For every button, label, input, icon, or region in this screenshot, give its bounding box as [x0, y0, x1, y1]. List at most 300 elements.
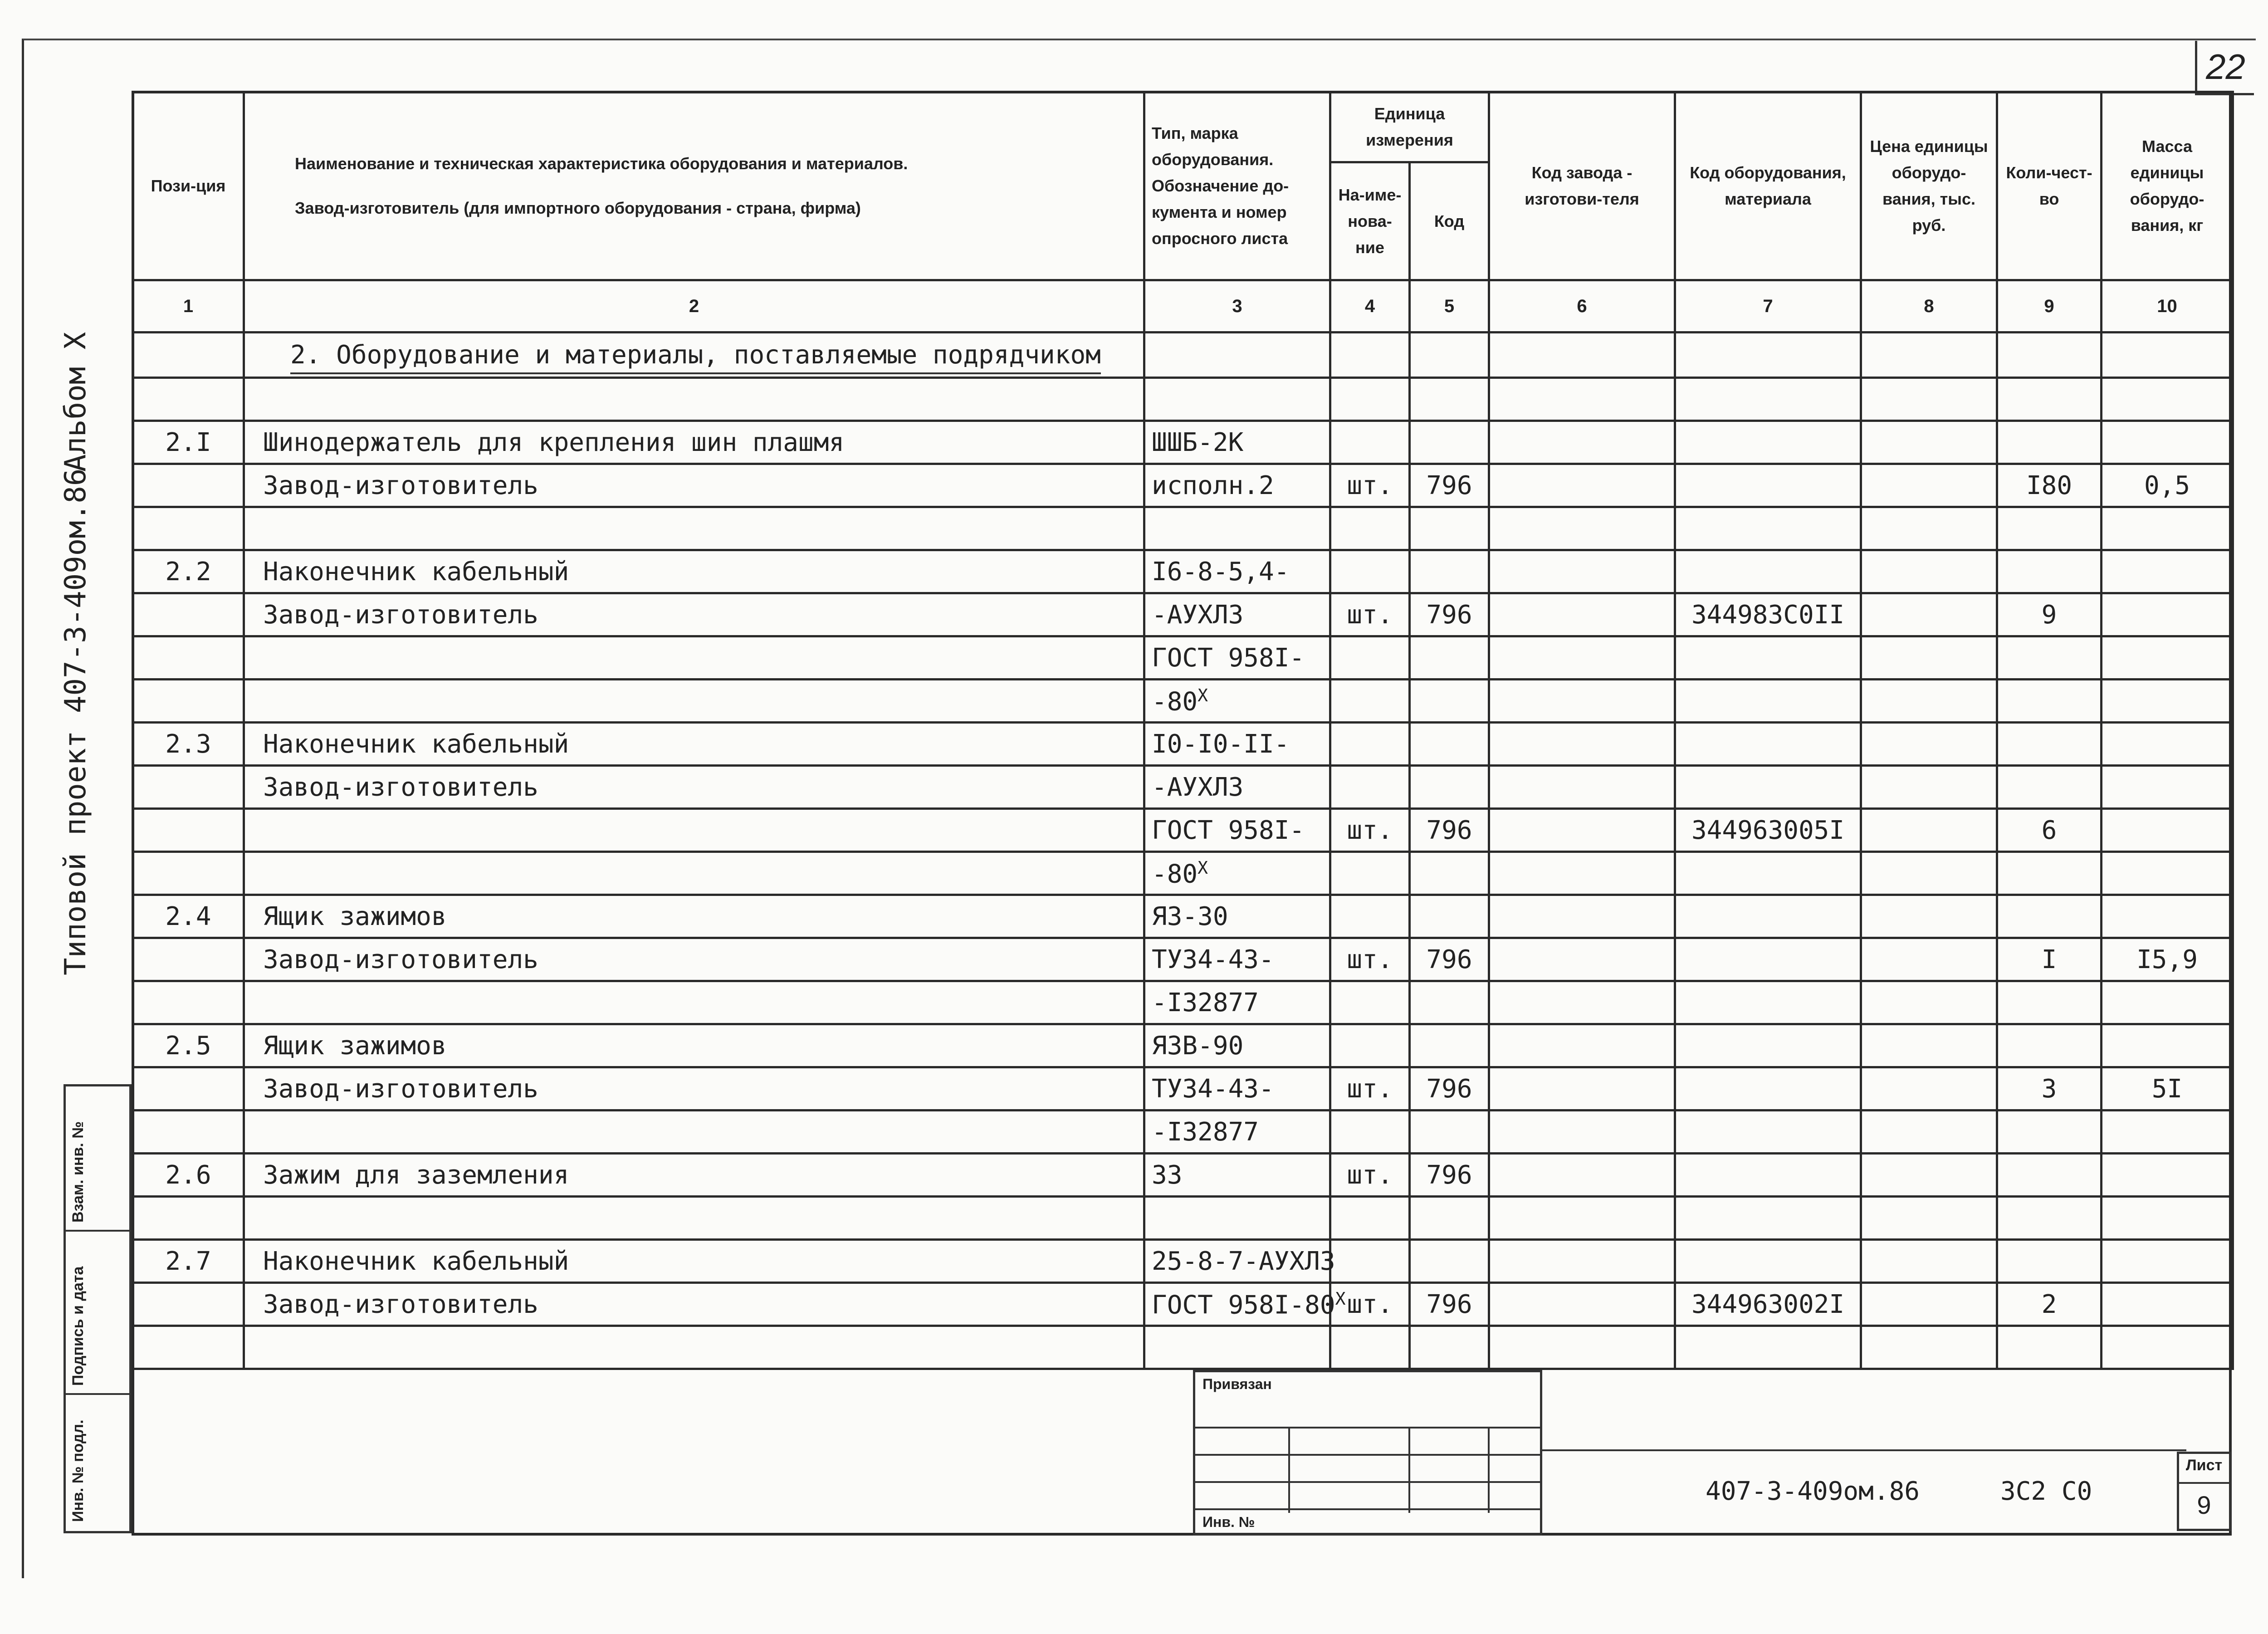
row-quantity	[1997, 1197, 2102, 1240]
row-unit-code	[1410, 680, 1489, 723]
row-item-code	[1675, 1111, 1861, 1154]
table-row	[133, 464, 2233, 507]
row-item-code	[1675, 593, 1861, 636]
row-unit-code	[1410, 809, 1489, 852]
row-unit-code	[1410, 550, 1489, 593]
row-type-text: исполн.2	[1152, 470, 1274, 500]
table-row	[133, 1024, 2233, 1067]
col-num: 2	[244, 280, 1144, 333]
row-type	[1144, 809, 1330, 852]
row-mass	[2102, 550, 2233, 593]
row-mass	[2102, 938, 2233, 981]
col-num: 6	[1489, 280, 1675, 333]
col-num: 3	[1144, 280, 1330, 333]
col-num: 5	[1410, 280, 1489, 333]
row-quantity	[1997, 464, 2102, 507]
table-row	[133, 852, 2233, 895]
section-title-cell	[244, 333, 1144, 378]
row-type	[1144, 1240, 1335, 1283]
row-quantity	[1997, 550, 2102, 593]
row-unit-code	[1410, 1154, 1489, 1197]
header-row-1	[133, 92, 2233, 162]
section-title-row	[133, 333, 2233, 378]
row-item-code	[1675, 895, 1861, 938]
row-quantity	[1997, 1283, 2102, 1326]
row-item-code	[1675, 550, 1861, 593]
row-mass	[2102, 464, 2233, 507]
row-plant-code	[1489, 1154, 1675, 1197]
row-quantity	[1997, 723, 2102, 766]
row-price	[1861, 464, 1997, 507]
row-unit-code	[1410, 1024, 1489, 1067]
row-type	[1144, 378, 1330, 421]
row-name-text: Завод-изготовитель	[263, 944, 538, 974]
row-name-text: Наконечник кабельный	[263, 729, 569, 759]
project-label: Типовой проект 407-3-409ом.86	[59, 468, 93, 975]
header-name	[244, 92, 1144, 280]
row-plant-code	[1489, 766, 1675, 809]
row-unit	[1330, 723, 1410, 766]
row-plant-code	[1489, 1197, 1675, 1240]
row-unit-code	[1410, 1283, 1489, 1326]
row-position-text: 2.6	[165, 1160, 211, 1190]
row-unit-code-text: 796	[1426, 1160, 1472, 1190]
row-quantity	[1997, 1111, 2102, 1154]
row-position-text: 2.I	[165, 427, 211, 457]
row-plant-code	[1489, 1111, 1675, 1154]
row-quantity-text: 6	[2041, 815, 2057, 845]
row-type-text: ГОСТ 958I-80	[1152, 1290, 1335, 1320]
row-unit-code	[1410, 895, 1489, 938]
sheet-value: 9	[2197, 1491, 2211, 1519]
row-price	[1861, 593, 1997, 636]
row-name-text: Шинодержатель для крепления шин плашмя	[263, 427, 845, 457]
row-type-text: I6-8-5,4-	[1152, 557, 1290, 587]
row-position	[133, 680, 244, 723]
row-position	[133, 766, 244, 809]
row-plant-code	[1489, 1283, 1675, 1326]
row-unit	[1330, 1024, 1410, 1067]
side-cell-signature	[66, 1232, 129, 1395]
superscript-mark: Х	[1335, 1288, 1346, 1309]
row-item-code	[1675, 507, 1861, 550]
row-plant-code	[1489, 723, 1675, 766]
row-unit	[1330, 421, 1410, 464]
row-name	[244, 550, 1144, 593]
row-unit	[1330, 809, 1410, 852]
row-unit	[1330, 1240, 1410, 1283]
row-mass	[2102, 593, 2233, 636]
side-cell-original	[66, 1395, 129, 1531]
row-position	[133, 421, 244, 464]
row-unit	[1330, 1111, 1410, 1154]
row-type-text: -АУХЛ3	[1152, 600, 1244, 630]
row-type	[1144, 593, 1330, 636]
row-mass	[2102, 895, 2233, 938]
row-type-text: -АУХЛ3	[1152, 772, 1244, 802]
row-unit-code	[1410, 938, 1489, 981]
section-title: 2. Оборудование и материалы, поставляемые подрядчиком	[290, 340, 1101, 374]
sheet-box	[2177, 1452, 2231, 1531]
row-type	[1144, 852, 1330, 895]
row-mass-text: 5I	[2151, 1074, 2183, 1104]
header-item-code: Код оборудования, материала	[1675, 92, 1861, 280]
row-quantity-text: I80	[2026, 470, 2072, 500]
table-row	[133, 1154, 2233, 1197]
sheet-label: Лист	[2179, 1457, 2229, 1484]
row-unit-code	[1410, 981, 1489, 1024]
row-position	[133, 1326, 244, 1369]
row-unit-code	[1410, 507, 1489, 550]
row-quantity	[1997, 766, 2102, 809]
table-row	[133, 550, 2233, 593]
row-unit	[1330, 550, 1410, 593]
table-row	[133, 809, 2233, 852]
row-unit-code-text: 796	[1426, 944, 1472, 974]
row-quantity-text: 3	[2041, 1074, 2057, 1104]
superscript-mark: Х	[1198, 685, 1208, 705]
header-price: Цена единицы оборудо-вания, тыс. руб.	[1861, 92, 1997, 280]
row-type-text: 33	[1152, 1160, 1183, 1190]
row-position	[133, 550, 244, 593]
row-item-code	[1675, 723, 1861, 766]
row-position	[133, 1067, 244, 1111]
row-type	[1144, 680, 1330, 723]
row-unit-text: шт.	[1347, 944, 1393, 974]
empty-cell	[1861, 333, 1997, 378]
row-name	[244, 378, 1144, 421]
row-plant-code	[1489, 981, 1675, 1024]
row-name	[244, 938, 1144, 981]
stamp-inv-label: Инв. №	[1202, 1514, 1255, 1530]
row-name	[244, 1067, 1144, 1111]
row-price	[1861, 1067, 1997, 1111]
header-mass: Масса единицы оборудо-вания, кг	[2102, 92, 2233, 280]
row-type-text: ЯЗ-30	[1152, 901, 1228, 931]
row-item-code	[1675, 1024, 1861, 1067]
row-unit	[1330, 464, 1410, 507]
row-unit-code	[1410, 593, 1489, 636]
row-unit	[1330, 636, 1410, 680]
row-item-code	[1675, 852, 1861, 895]
row-unit	[1330, 766, 1410, 809]
row-item-code	[1675, 1154, 1861, 1197]
row-name-text: Ящик зажимов	[263, 901, 447, 931]
row-type	[1144, 1111, 1330, 1154]
row-position	[133, 464, 244, 507]
row-mass	[2102, 680, 2233, 723]
row-quantity	[1997, 938, 2102, 981]
row-mass	[2102, 723, 2233, 766]
row-position-text: 2.4	[165, 901, 211, 931]
row-unit	[1330, 1154, 1410, 1197]
row-price	[1861, 895, 1997, 938]
row-item-code	[1675, 766, 1861, 809]
row-item-code	[1675, 1197, 1861, 1240]
table-row	[133, 938, 2233, 981]
row-mass	[2102, 1240, 2233, 1283]
table-row	[133, 1283, 2233, 1326]
row-price	[1861, 1197, 1997, 1240]
row-item-code	[1675, 680, 1861, 723]
row-name-text: Наконечник кабельный	[263, 1246, 569, 1276]
row-plant-code	[1489, 1024, 1675, 1067]
row-plant-code	[1489, 464, 1675, 507]
row-unit	[1330, 895, 1410, 938]
row-price	[1861, 1240, 1997, 1283]
header-quantity: Коли-чест-во	[1997, 92, 2102, 280]
row-type-text: 25-8-7-АУХЛ3	[1152, 1246, 1335, 1276]
row-type	[1144, 1067, 1330, 1111]
row-name	[244, 593, 1144, 636]
row-item-code	[1675, 1240, 1861, 1283]
specification-table	[132, 91, 2234, 1370]
row-type	[1144, 895, 1330, 938]
empty-cell	[1489, 333, 1675, 378]
row-type-text: ШШБ-2К	[1152, 427, 1244, 457]
row-position	[133, 1240, 244, 1283]
row-position	[133, 1197, 244, 1240]
row-unit-code	[1410, 1197, 1489, 1240]
row-unit-text: шт.	[1347, 815, 1393, 845]
row-unit-code	[1410, 1326, 1489, 1369]
row-name	[244, 1197, 1144, 1240]
header-plant-code: Код завода - изготови-теля	[1489, 92, 1675, 280]
row-type-text: ТУ34-43-	[1152, 1074, 1274, 1104]
row-mass	[2102, 378, 2233, 421]
table-row	[133, 378, 2233, 421]
row-unit-text: шт.	[1347, 1289, 1393, 1319]
row-plant-code	[1489, 507, 1675, 550]
row-unit-code	[1410, 636, 1489, 680]
row-type-text: ГОСТ 958I-	[1152, 643, 1305, 673]
row-item-code	[1675, 938, 1861, 981]
row-type	[1144, 421, 1330, 464]
row-quantity-text: I	[2041, 944, 2057, 974]
row-unit-code	[1410, 766, 1489, 809]
row-position	[133, 1283, 244, 1326]
row-mass-text: I5,9	[2136, 944, 2198, 974]
row-unit-code	[1410, 1111, 1489, 1154]
row-position	[133, 981, 244, 1024]
row-unit	[1330, 938, 1410, 981]
table-row	[133, 680, 2233, 723]
row-unit-code	[1410, 378, 1489, 421]
row-name	[244, 464, 1144, 507]
row-name-text: Завод-изготовитель	[263, 600, 538, 630]
side-approval-strip	[64, 1084, 132, 1533]
row-item-code	[1675, 981, 1861, 1024]
row-position	[133, 636, 244, 680]
row-unit-code	[1410, 852, 1489, 895]
row-position	[133, 938, 244, 981]
empty-cell	[133, 333, 244, 378]
row-price	[1861, 938, 1997, 981]
row-price	[1861, 1111, 1997, 1154]
row-price	[1861, 766, 1997, 809]
row-quantity-text: 2	[2041, 1289, 2057, 1319]
col-num: 8	[1861, 280, 1997, 333]
table-row	[133, 895, 2233, 938]
row-unit	[1330, 680, 1410, 723]
row-position-text: 2.2	[165, 557, 211, 587]
row-name	[244, 766, 1144, 809]
table-row	[133, 981, 2233, 1024]
row-quantity	[1997, 421, 2102, 464]
row-type	[1144, 1326, 1330, 1369]
row-price	[1861, 981, 1997, 1024]
row-quantity	[1997, 1024, 2102, 1067]
empty-cell	[1410, 333, 1489, 378]
table-row	[133, 1240, 2233, 1283]
table-row	[133, 593, 2233, 636]
row-plant-code	[1489, 895, 1675, 938]
row-quantity	[1997, 981, 2102, 1024]
row-name	[244, 852, 1144, 895]
row-quantity	[1997, 636, 2102, 680]
row-unit-code	[1410, 723, 1489, 766]
empty-cell	[1144, 333, 1330, 378]
row-plant-code	[1489, 938, 1675, 981]
row-item-code	[1675, 1326, 1861, 1369]
stamp-vline	[1288, 1427, 1290, 1513]
row-quantity	[1997, 1067, 2102, 1111]
row-unit-code-text: 796	[1426, 1289, 1472, 1319]
table-row	[133, 421, 2233, 464]
row-item-code	[1675, 1283, 1861, 1326]
row-name	[244, 680, 1144, 723]
row-type	[1144, 766, 1330, 809]
col-num: 4	[1330, 280, 1410, 333]
row-unit	[1330, 1326, 1410, 1369]
title-block-line	[1542, 1449, 2186, 1451]
row-position	[133, 852, 244, 895]
sheet-number: 22	[2195, 41, 2254, 95]
row-quantity	[1997, 852, 2102, 895]
tied-stamp	[1193, 1370, 1542, 1536]
row-type	[1144, 1283, 1346, 1326]
row-plant-code	[1489, 421, 1675, 464]
row-price	[1861, 723, 1997, 766]
row-price	[1861, 507, 1997, 550]
row-price	[1861, 1326, 1997, 1369]
row-name	[244, 1111, 1144, 1154]
row-unit-code-text: 796	[1426, 1074, 1472, 1104]
row-unit-code	[1410, 1067, 1489, 1111]
row-type-text: ТУ34-43-	[1152, 944, 1274, 974]
row-name	[244, 1283, 1144, 1326]
row-type-text: -I32877	[1152, 1117, 1259, 1147]
row-plant-code	[1489, 593, 1675, 636]
side-label-original: Инв. № подл.	[69, 1419, 87, 1522]
row-plant-code	[1489, 809, 1675, 852]
row-unit	[1330, 981, 1410, 1024]
row-quantity	[1997, 680, 2102, 723]
row-type-text: ЯЗВ-90	[1152, 1031, 1244, 1061]
row-mass	[2102, 1326, 2233, 1369]
row-mass	[2102, 766, 2233, 809]
row-mass	[2102, 1067, 2233, 1111]
row-position	[133, 507, 244, 550]
spec-rows	[133, 378, 2233, 1369]
row-name-text: Завод-изготовитель	[263, 1289, 538, 1319]
header-unit-code: Код	[1410, 162, 1489, 280]
row-mass	[2102, 421, 2233, 464]
side-label-replace: Взам. инв. №	[69, 1121, 87, 1223]
row-item-code	[1675, 378, 1861, 421]
row-quantity	[1997, 378, 2102, 421]
header-position: Пози-ция	[133, 92, 244, 280]
table-row	[133, 1197, 2233, 1240]
superscript-mark: Х	[1198, 857, 1208, 878]
row-type-text: ГОСТ 958I-	[1152, 815, 1305, 845]
table-row	[133, 1111, 2233, 1154]
row-quantity	[1997, 895, 2102, 938]
empty-cell	[1675, 333, 1861, 378]
row-price	[1861, 636, 1997, 680]
row-unit-text: шт.	[1347, 470, 1393, 500]
row-unit	[1330, 507, 1410, 550]
row-name	[244, 1326, 1144, 1369]
row-price	[1861, 1283, 1997, 1326]
row-plant-code	[1489, 550, 1675, 593]
row-type	[1144, 464, 1330, 507]
album-label: Альбом Х	[59, 332, 93, 472]
row-quantity	[1997, 1326, 2102, 1369]
row-mass	[2102, 981, 2233, 1024]
row-quantity	[1997, 593, 2102, 636]
table-row	[133, 1067, 2233, 1111]
row-type-text: I0-I0-II-	[1152, 729, 1290, 759]
document-sheet-code: 3С2 С0	[2000, 1477, 2092, 1506]
row-position	[133, 593, 244, 636]
row-plant-code	[1489, 1326, 1675, 1369]
row-quantity-text: 9	[2041, 600, 2057, 630]
row-type-text: -I32877	[1152, 988, 1259, 1018]
row-position-text: 2.3	[165, 729, 211, 759]
row-item-code	[1675, 464, 1861, 507]
row-name-text: Завод-изготовитель	[263, 772, 538, 802]
row-unit-code	[1410, 1240, 1489, 1283]
row-name-text: Зажим для заземления	[263, 1160, 569, 1190]
row-unit-text: шт.	[1347, 600, 1393, 630]
stamp-vline	[1408, 1427, 1410, 1513]
row-position	[133, 1024, 244, 1067]
row-position	[133, 1154, 244, 1197]
row-position	[133, 809, 244, 852]
table-row	[133, 1326, 2233, 1369]
stamp-tied-label: Привязан	[1202, 1376, 1272, 1392]
row-mass	[2102, 1024, 2233, 1067]
col-num: 10	[2102, 280, 2233, 333]
header-type: Тип, марка оборудования. Обозначение до-кумента и номер опросного листа	[1144, 92, 1330, 280]
stamp-vline	[1488, 1427, 1490, 1513]
empty-cell	[1330, 333, 1410, 378]
row-name	[244, 1024, 1144, 1067]
col-num: 9	[1997, 280, 2102, 333]
empty-cell	[1997, 333, 2102, 378]
row-name	[244, 1240, 1144, 1283]
empty-cell	[2102, 333, 2233, 378]
row-quantity	[1997, 507, 2102, 550]
row-price	[1861, 809, 1997, 852]
row-unit	[1330, 378, 1410, 421]
row-unit	[1330, 852, 1410, 895]
row-plant-code	[1489, 636, 1675, 680]
row-mass	[2102, 1111, 2233, 1154]
header-unit-name: На-име-нова-ние	[1330, 162, 1410, 280]
row-unit-code-text: 796	[1426, 600, 1472, 630]
